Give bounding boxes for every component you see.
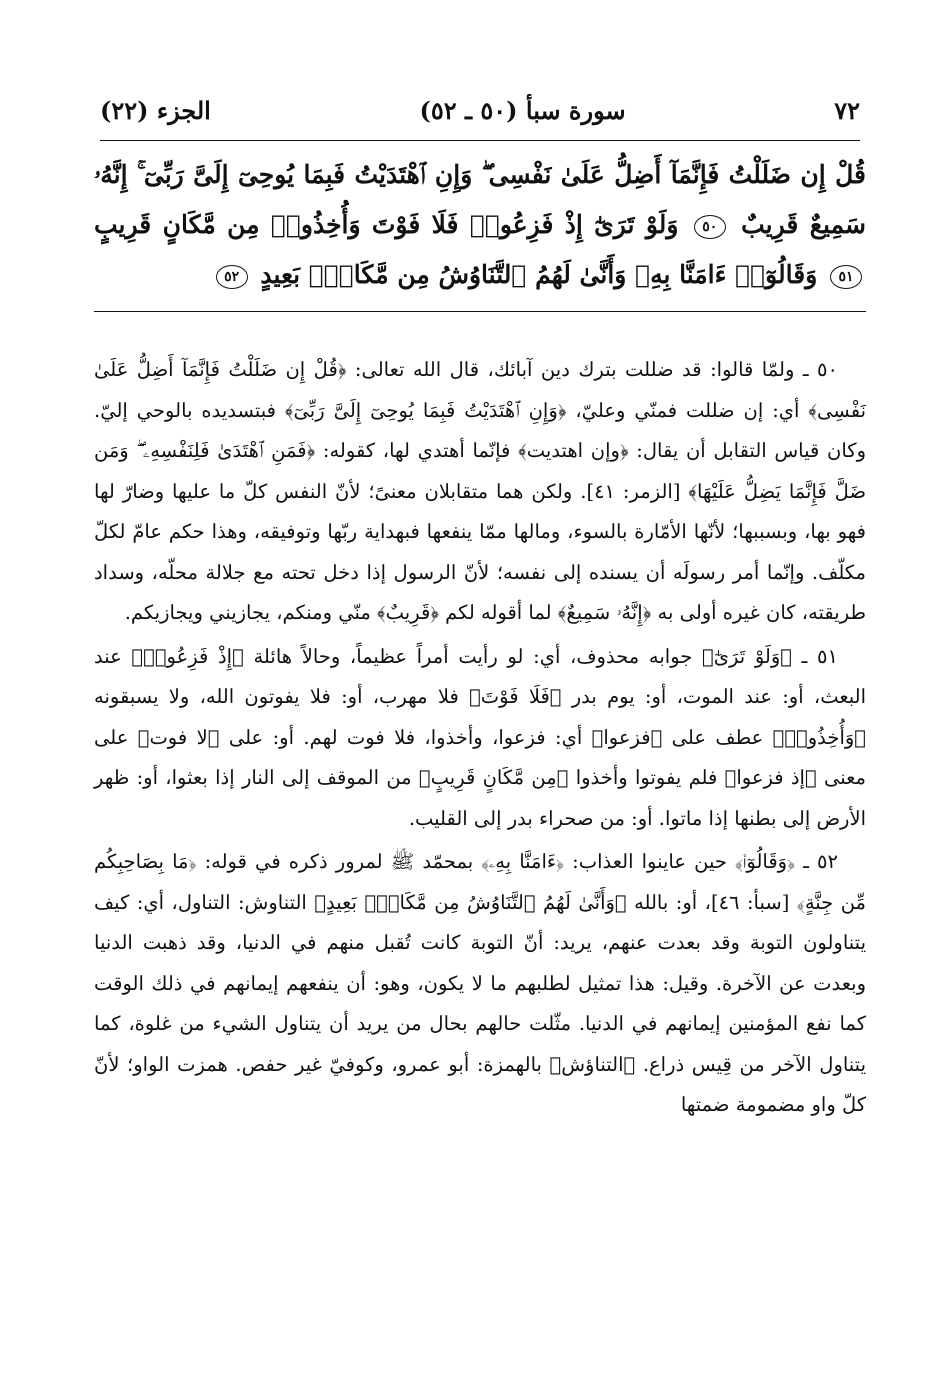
page-number: ٧٢	[834, 95, 860, 125]
verse-text: وَلَوْ تَرَىٰٓ إِذْ فَزِعُوا۟ فَلَا فَوْتَ وَأُخِذُوا۟ مِن مَّكَانٍ قَرِيبٍ	[94, 210, 679, 239]
verse-text: وَقَالُوٓا۟ ءَامَنَّا بِهِۦ وَأَنَّىٰ لَهُمُ ٱلتَّنَاوُشُ مِن مَّكَانٍۭ بَعِيدٍ	[260, 260, 818, 289]
verse-number-marker: ٥٠	[694, 215, 726, 239]
verse-separator	[94, 311, 866, 312]
header-rule	[100, 140, 860, 141]
commentary-paragraph-50: ٥٠ ـ ولمّا قالوا: قد ضللت بترك دين آبائك، قال الله تعالى: ﴿قُلْ إِن ضَلَلْتُ فَإِنَّمَآ أَضِلُّ عَلَىٰ نَفْسِى﴾ أي: إن ضللت فمنّي وعليّ، ﴿وَإِنِ ٱهْتَدَيْتُ فَبِمَا يُوحِىٓ إِلَىَّ رَبِّىٓ﴾ فبتسديده بالوحي إليّ. وكان قياس التقابل أن يقال: ﴿وإن اهتديت﴾ فإنّما أهتدي لها، كقوله: ﴿فَمَنِ ٱهْتَدَىٰ فَلِنَفْسِهِۦ ۖ وَمَن ضَلَّ فَإِنَّمَا يَضِلُّ عَلَيْهَا﴾ [الزمر: ٤١]. ولكن هما متقابلان معنىً؛ لأنّ النفس كلّ ما عليها وضارّ لها فهو بها، وبسببها؛ لأنّها الأمّارة بالسوء، ومالها ممّا ينفعها فبهداية ربّها وتوفيقه، وهذا حكم عامّ لكلّ مكلّف. وإنّما أمر رسولَه أن يسنده إلى نفسه؛ لأنّ الرسول إذا دخل تحته مع جلالة محلّه، وسداد طريقته، كان غيره أولى به ﴿إِنَّهُۥ سَمِيعٌ﴾ لما أقوله لكم ﴿قَرِيبٌ﴾ منّي ومنكم، يجازيني ويجازيكم.	[94, 358, 866, 624]
commentary-text	[94, 350, 866, 1126]
juz-label: الجزء (٢٢)	[100, 95, 211, 125]
verse-number-marker: ٥٢	[216, 265, 248, 289]
verse-number-marker: ٥١	[830, 265, 862, 289]
verse-text: قُلْ إِن ضَلَلْتُ فَإِنَّمَآ أَضِلُّ عَلَىٰ نَفْسِى ۖ وَإِنِ ٱهْتَدَيْتُ فَبِمَا يُوحِىٓ إِلَىَّ رَبِّىٓ ۚ إِنَّهُۥ سَمِيعٌ قَرِيبٌ	[94, 160, 866, 239]
commentary-paragraph-52: ٥٢ ـ ﴿وَقَالُوٓا۟﴾ حين عاينوا العذاب: ﴿ءَامَنَّا بِهِۦ﴾ بمحمّد ﷺ لمرور ذكره في قوله: ﴿مَا بِصَاحِبِكُم مِّن جِنَّةٍ﴾ [سبأ: ٤٦]، أو: بالله ﴿وَأَنَّىٰ لَهُمُ ٱلتَّنَاوُشُ مِن مَّكَانٍۭ بَعِيدٍ﴾ التناوش: التناول، أي: كيف يتناولون التوبة وقد بعدت عنهم، يريد: أنّ التوبة كانت تُقبل منهم في الدنيا، وقد ذهبت الدنيا وبعدت عن الآخرة. وقيل: هذا تمثيل لطلبهم ما لا يكون، وهو: أن ينفعهم إيمانهم في ذلك الوقت كما نفع المؤمنين إيمانهم في الدنيا. مثّلت حالهم بحال من يريد أن يتناول الشيء من غلوة، كما يتناول الآخر من قِيس ذراع. ﴿التناؤش﴾ بالهمزة: أبو عمرو، وكوفيّ غير حفص. همزت الواو؛ لأنّ كلّ واو مضمومة ضمتها	[94, 850, 866, 1116]
surah-title: سورة سبأ (٥٠ ـ ٥٢)	[419, 95, 626, 125]
quran-verses	[94, 150, 866, 300]
running-header	[100, 90, 860, 130]
commentary-paragraph-51: ٥١ ـ ﴿وَلَوْ تَرَىٰٓ﴾ جوابه محذوف، أي: لو رأيت أمراً عظيماً، وحالاً هائلة ﴿إِذْ فَزِعُوا۟﴾ عند البعث، أو: عند الموت، أو: يوم بدر ﴿فَلَا فَوْتَ﴾ فلا مهرب، أو: فلا يفوتون الله، ولا يسبقونه ﴿وَأُخِذُوا۟﴾ عطف على ﴿فزعوا﴾ أي: فزعوا، وأخذوا، فلا فوت لهم. أو: على ﴿لا فوت﴾ على معنى ﴿إذ فزعوا﴾ فلم يفوتوا وأخذوا ﴿مِن مَّكَانٍ قَرِيبٍ﴾ من الموقف إلى النار إذا بعثوا، أو: ظهر الأرض إلى بطنها إذا ماتوا. أو: من صحراء بدر إلى القليب.	[94, 644, 866, 830]
